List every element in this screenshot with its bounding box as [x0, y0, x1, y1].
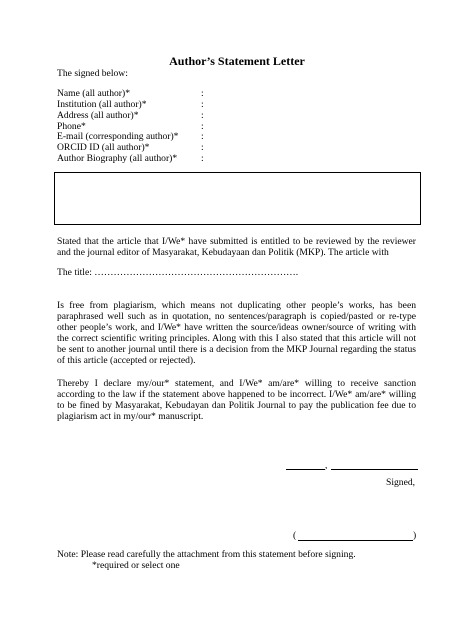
field-colon-phone: :: [201, 121, 204, 132]
article-title-line: The title: ……………………………………………………….: [57, 267, 299, 278]
field-label-institution: Institution (all author)*: [57, 99, 147, 110]
field-label-name: Name (all author)*: [57, 88, 130, 99]
signature-close-paren: ): [413, 530, 417, 541]
field-label-address: Address (all author)*: [57, 110, 139, 121]
place-line: [286, 469, 325, 470]
field-colon-name: :: [201, 88, 204, 99]
field-label-phone: Phone*: [57, 121, 86, 132]
field-colon-email: :: [201, 131, 204, 142]
note-text: Note: Please read carefully the attachment from this statement before signing.: [57, 549, 356, 560]
plagiarism-paragraph: Is free from plagiarism, which means not duplicating other people’s works, has been paraphrased well such as in quotation, no sentences/paragraph is copied/pasted or re-type other people’s work, and I/We* have written the source/ideas owner/source of writing with the correct scientific writing principles. Along with this I also stated that this article will not be sent to another journal until there is a decision from the MKP Journal regarding the status of this article (accepted or rejected).: [57, 300, 416, 366]
field-colon-orcid: :: [201, 142, 204, 153]
field-colon-institution: :: [201, 99, 204, 110]
signed-label: Signed,: [386, 477, 416, 488]
signature-line: [298, 540, 413, 541]
date-line: [331, 469, 418, 470]
place-date-separator: ,: [325, 460, 328, 471]
field-label-email: E-mail (corresponding author)*: [57, 131, 179, 142]
biography-box: [54, 172, 421, 225]
field-colon-biography: :: [201, 153, 204, 164]
declaration-paragraph: Thereby I declare my/our* statement, and I/We* am/are* willing to receive sanction according to the law if the statement above happened to be incorrect. I/We* am/are* willing to be fined by Masyarakat, Kebudayan dan Politik Journal to pay the publication fee due to plagiarism act in my/our* manuscript.: [57, 378, 416, 422]
field-colon-address: :: [201, 110, 204, 121]
statement-paragraph: Stated that the article that I/We* have submitted is entitled to be reviewed by the reviewer and the journal editor of Masyarakat, Kebudayaan dan Politik (MKP). The article with: [57, 236, 416, 258]
intro-text: The signed below:: [57, 68, 128, 79]
footnote-text: *required or select one: [92, 560, 180, 571]
document-title: Author’s Statement Letter: [169, 54, 305, 68]
signature-open-paren: (: [293, 530, 297, 541]
field-label-biography: Author Biography (all author)*: [57, 153, 178, 164]
field-label-orcid: ORCID ID (all author)*: [57, 142, 150, 153]
